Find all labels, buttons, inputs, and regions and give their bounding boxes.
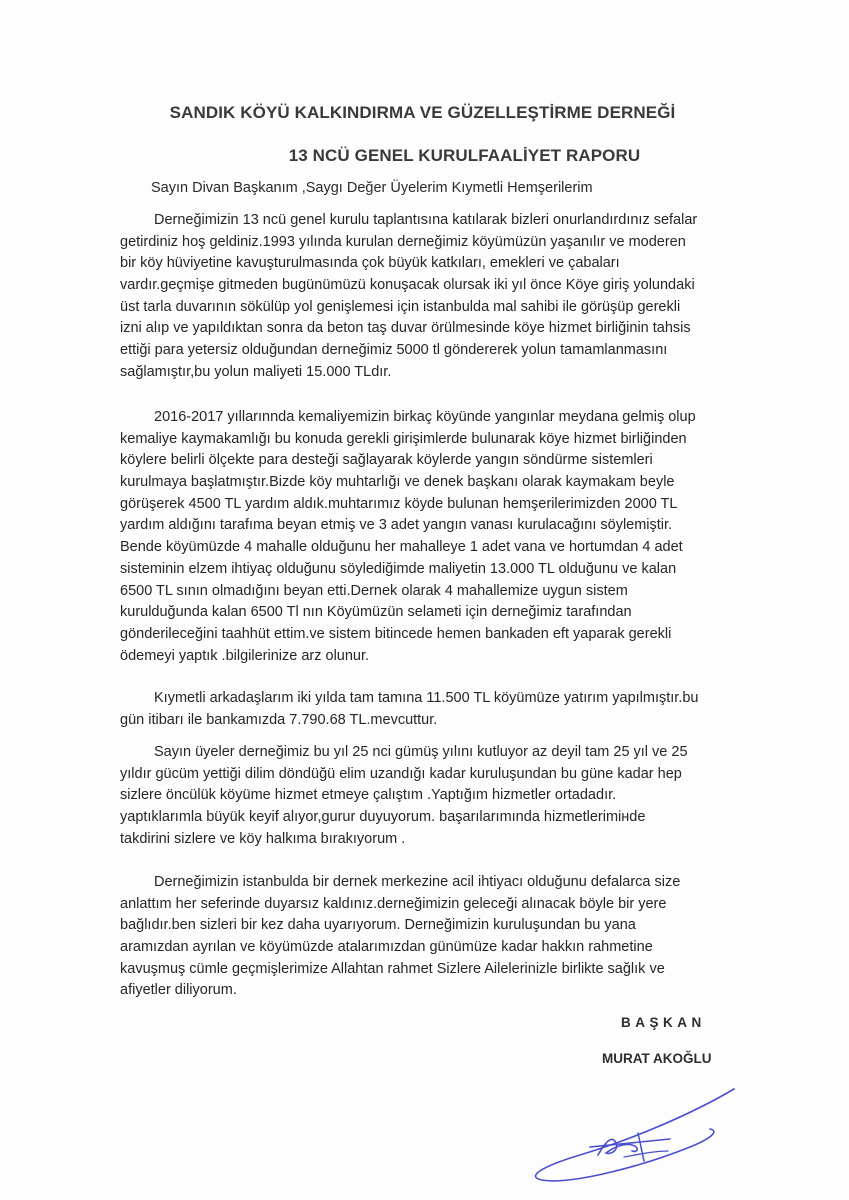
paragraph-line: ödemeyi yaptık .bilgilerinize arz olunur. — [120, 647, 370, 664]
paragraph-line: ettiği para yetersiz olduğundan derneğimiz 5000 tl göndererek yolun tamamlanmasını — [120, 342, 668, 359]
paragraph-line: görüşerek 4500 TL yardım aldık.muhtarımız köyde bulunan hemşerilerimizden 2000 TL — [120, 495, 678, 512]
report-title: 13 NCÜ GENEL KURULFAALİYET RAPORU — [288, 146, 641, 165]
paragraph-closing — [120, 872, 760, 1002]
paragraph-line: izni alıp ve yapıldıktan sonra da beton taş duvar örülmesinde köye hizmet birliğinin tahsis — [120, 320, 691, 337]
paragraph-line: yardım aldığını tarafıma beyan etmiş ve 3 adet yangın vanası kurulacağını söylemiştir. — [120, 517, 673, 534]
paragraph-line: aramızdan ayrılan ve köyümüzde atalarımızdan günümüze kadar hakkın rahmetine — [120, 939, 653, 956]
paragraph-line: kurulduğunda kalan 6500 Tl nın Köyümüzün selameti için derneğimiz tarafından — [120, 604, 632, 621]
paragraph-line: sizlere öncülük köyüme hizmet etmeye çalıştım .Yaptığım hizmetler ortadadır. — [120, 787, 617, 804]
paragraph-line: vardır.geçmişe gitmeden bugünümüzü konuşacak olursak iki yıl önce Köye giriş yolundaki — [120, 277, 695, 294]
paragraph-line: üst tarla duvarının sökülüp yol genişlemesi için istanbulda mal sahibi ile görüşüp gerekli — [120, 298, 681, 315]
paragraph-line: afiyetler diliyorum. — [120, 982, 237, 999]
paragraph-line: 6500 TL sının olmadığını beyan etti.Dernek olarak 4 mahallemize uygun sistem — [120, 582, 628, 599]
paragraph-investment — [120, 688, 760, 731]
signature-title: BAŞKAN — [621, 1015, 706, 1030]
paragraph-anniversary — [120, 742, 760, 850]
paragraph-line: getirdiniz hoş geldiniz.1993 yılında kurulan derneğimiz köyümüzün yaşanılır ve moderen — [120, 233, 686, 250]
association-title: SANDIK KÖYÜ KALKINDIRMA VE GÜZELLEŞTİRME DERNEĞİ — [169, 103, 676, 122]
paragraph-line: gönderileceğini taahhüt ettim.ve sistem bitincede hemen bankaden eft yaparak gerekli — [120, 625, 672, 642]
paragraph-line: 2016-2017 yıllarınnda kemaliyemizin birkaç köyünde yangınlar meydana gelmiş olup — [154, 409, 696, 425]
paragraph-line: Bende köyümüzde 4 mahalle olduğunu her mahalleye 1 adet vana ve hortumdan 4 adet — [120, 539, 683, 556]
paragraph-line: kurulmaya başlatmıştır.Bizde köy muhtarlığı ve denek başkanı olarak kaymakam beyle — [120, 474, 675, 491]
paragraph-line: kavuşmuş cümle geçmişlerimize Allahtan rahmet Sizlere Ailelerinizle birlikte sağlık ve — [120, 960, 665, 977]
paragraph-line: anlattım her seferinde duyarsız kaldınız.derneğimizin geleceği alınacak böyle bir yere — [120, 895, 667, 912]
paragraph-line: köylere belirli ölçekte para desteği sağlayarak köylerde yangın söndürme sistemleri — [120, 452, 653, 469]
paragraph-line: yıldır gücüm yettiği dilim döndüğü elim uzandığı kadar kuruluşundan bu güne kadar hep — [120, 765, 682, 782]
paragraph-line: Kıymetli arkadaşlarım iki yılda tam tamına 11.500 TL köyümüze yatırım yapılmıştır.bu — [154, 690, 699, 706]
signature-name: MURAT AKOĞLU — [602, 1051, 712, 1066]
paragraph-line: yaptıklarımla büyük keyif alıyor,gurur duyuyorum. başarılarımında hizmetlerimінde — [120, 809, 646, 826]
salutation: Sayın Divan Başkanım ,Saygı Değer Üyelerim Kıymetli Hemşerilerim — [151, 180, 593, 196]
paragraph-line: takdirini sizlere ve köy halkıma bırakıyorum . — [120, 830, 406, 847]
paragraph-line: Derneğimizin istanbulda bir dernek merkezine acil ihtiyacı olduğunu defalarca size — [154, 874, 681, 890]
paragraph-line: bağlıdır.ben sizleri bir kez daha uyarıyorum. Derneğimizin kuruluşundan bu yana — [120, 917, 636, 934]
paragraph-line: kemaliye kaymakamlığı bu konuda gerekli girişimlerde bulunarak köye hizmet birliğinden — [120, 430, 687, 447]
paragraph-line: Sayın üyeler derneğimiz bu yıl 25 nci gümüş yılını kutluyor az deyil tam 25 yıl ve 25 — [154, 744, 688, 760]
paragraph-road-project — [120, 210, 760, 384]
paragraph-line: Derneğimizin 13 ncü genel kurulu taplantısına katılarak bizleri onurlandırdınız sefalar — [154, 212, 698, 228]
handwritten-signature — [520, 1085, 750, 1185]
paragraph-line: sisteminin elzem ihtiyaç olduğunu söylediğimde maliyetin 13.000 TL olduğunu ve kalan — [120, 560, 677, 577]
paragraph-line: bir köy hüviyetine kavuşturulmasında çok büyük katkıları, emekleri ve çabaları — [120, 255, 620, 272]
paragraph-line: gün itibarı ile bankamızda 7.790.68 TL.mevcuttur. — [120, 711, 438, 728]
paragraph-fire-system — [120, 407, 760, 667]
paragraph-line: sağlamıştır,bu yolun maliyeti 15.000 TLdır. — [120, 363, 392, 380]
